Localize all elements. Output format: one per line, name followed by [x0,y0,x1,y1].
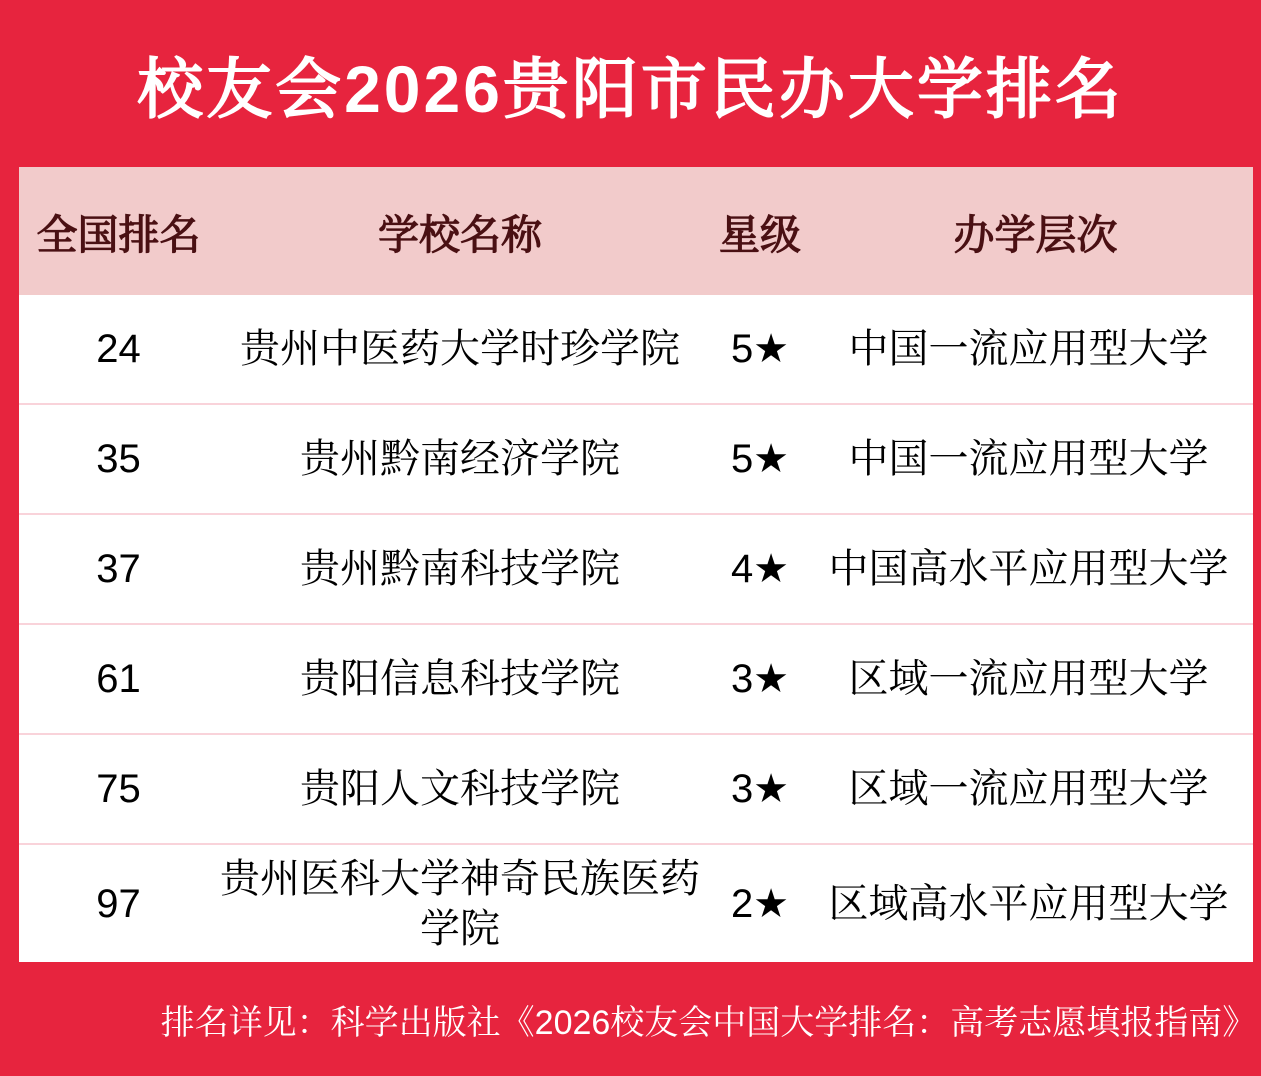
table-row [19,845,1253,962]
school-cell: 贵阳信息科技学院 [300,657,620,701]
level-cell: 区域高水平应用型大学 [828,881,1229,926]
rank-cell: 35 [96,437,141,481]
header-school-name: 学校名称 [378,211,542,258]
stars-cell: 5★ [730,437,790,481]
rank-cell: 75 [96,767,141,811]
school-cell: 贵州黔南经济学院 [300,437,620,481]
header-national-rank: 全国排名 [36,211,201,258]
page-title: 校友会2026贵阳市民办大学排名 [137,52,1124,126]
table-row [19,515,1253,625]
stars-cell: 2★ [730,881,790,926]
stars-cell: 4★ [730,547,790,591]
footer-note: 排名详见：科学出版社《2026校友会中国大学排名：高考志愿填报指南》 [160,1003,1257,1042]
table-row [19,405,1253,515]
school-cell: 贵州中医药大学时珍学院 [240,327,680,371]
level-cell: 区域一流应用型大学 [848,767,1209,811]
stars-cell: 3★ [730,767,790,811]
rank-cell: 61 [96,657,141,701]
header-star-rating: 星级 [719,211,801,258]
level-cell: 中国一流应用型大学 [848,437,1209,481]
rank-cell: 24 [96,327,141,371]
rank-cell: 37 [96,547,141,591]
level-cell: 中国高水平应用型大学 [828,547,1229,591]
header-school-level: 办学层次 [953,211,1118,258]
rank-cell: 97 [96,881,141,926]
stars-cell: 5★ [730,327,790,371]
stars-cell: 3★ [730,657,790,701]
school-cell: 贵阳人文科技学院 [300,767,620,811]
table-header-row [19,167,1253,295]
table-row [19,735,1253,845]
level-cell: 区域一流应用型大学 [848,657,1209,701]
school-cell: 贵州医科大学神奇民族医药学院 [220,856,700,951]
ranking-table [19,167,1253,962]
table-row [19,625,1253,735]
school-cell: 贵州黔南科技学院 [300,547,620,591]
level-cell: 中国一流应用型大学 [848,327,1209,371]
table-row [19,295,1253,405]
